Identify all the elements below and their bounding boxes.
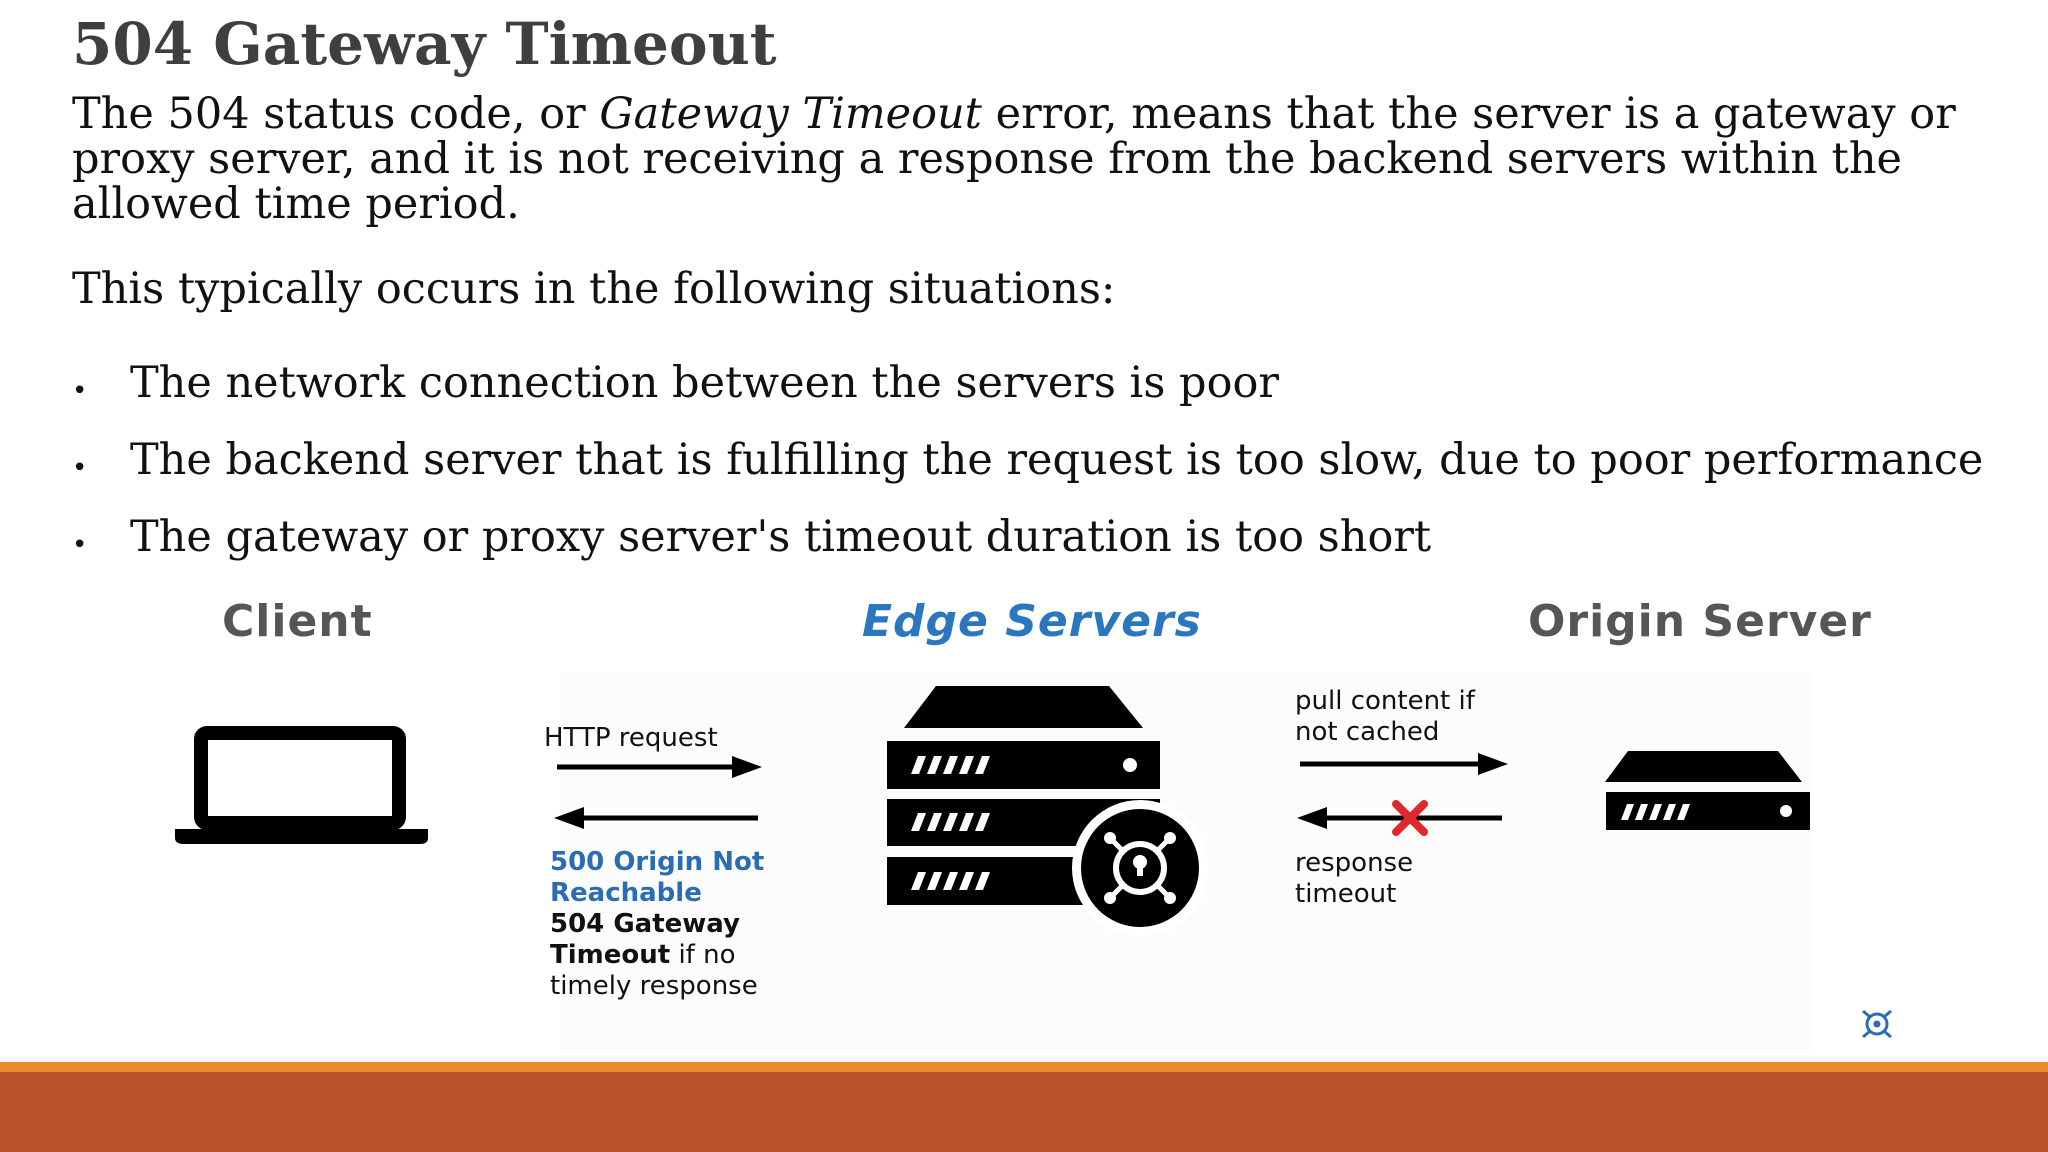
origin-server-icon bbox=[1605, 751, 1810, 830]
footer-bar bbox=[0, 1072, 2048, 1152]
response-timeout-label-cont: timeout bbox=[1295, 879, 1397, 909]
arrow-right-icon bbox=[557, 756, 762, 778]
response-timeout-label: response bbox=[1295, 848, 1414, 878]
lead-sentence: This typically occurs in the following situations: bbox=[72, 264, 1116, 314]
bullet-icon: • bbox=[72, 376, 88, 406]
intro-text-end: error, means that the server is a gateway or proxy server, and it is not receiving a response from the backend servers within the allowed time period. bbox=[72, 89, 1956, 229]
pull-content-label: pull content if bbox=[1295, 686, 1475, 716]
error-500-label-cont: Reachable bbox=[550, 878, 702, 908]
list-item-text: The backend server that is fulfilling the request is too slow, due to poor performance bbox=[130, 435, 1984, 485]
laptop-icon bbox=[175, 733, 428, 844]
origin-server-label: Origin Server bbox=[1528, 596, 1872, 647]
error-504-label-end: timely response bbox=[550, 971, 758, 1001]
error-504-label: 504 Gateway bbox=[550, 909, 740, 939]
edge-server-stack-icon bbox=[887, 686, 1208, 936]
bullet-icon: • bbox=[72, 530, 88, 560]
slide-title: 504 Gateway Timeout bbox=[72, 10, 777, 78]
bullet-icon: • bbox=[72, 453, 88, 483]
client-label: Client bbox=[222, 596, 373, 647]
arrow-left-icon bbox=[554, 807, 758, 829]
error-504-bold: Timeout bbox=[550, 940, 671, 970]
http-request-label: HTTP request bbox=[544, 723, 718, 753]
list-item-text: The network connection between the servers is poor bbox=[130, 358, 1279, 408]
error-504-label-cont bbox=[550, 940, 735, 971]
intro-emphasis: Gateway Timeout bbox=[599, 89, 982, 139]
intro-text-start: The 504 status code, or bbox=[72, 89, 600, 139]
footer-accent-line bbox=[0, 1062, 2048, 1072]
edge-servers-label: Edge Servers bbox=[862, 596, 1202, 647]
pull-content-label-cont: not cached bbox=[1295, 717, 1440, 747]
list-item-text: The gateway or proxy server's timeout duration is too short bbox=[130, 512, 1432, 562]
error-500-label: 500 Origin Not bbox=[550, 847, 765, 877]
watermark-logo-icon bbox=[1863, 1011, 1891, 1037]
error-504-rest: if no bbox=[670, 940, 736, 970]
arrow-right-icon bbox=[1300, 753, 1508, 775]
